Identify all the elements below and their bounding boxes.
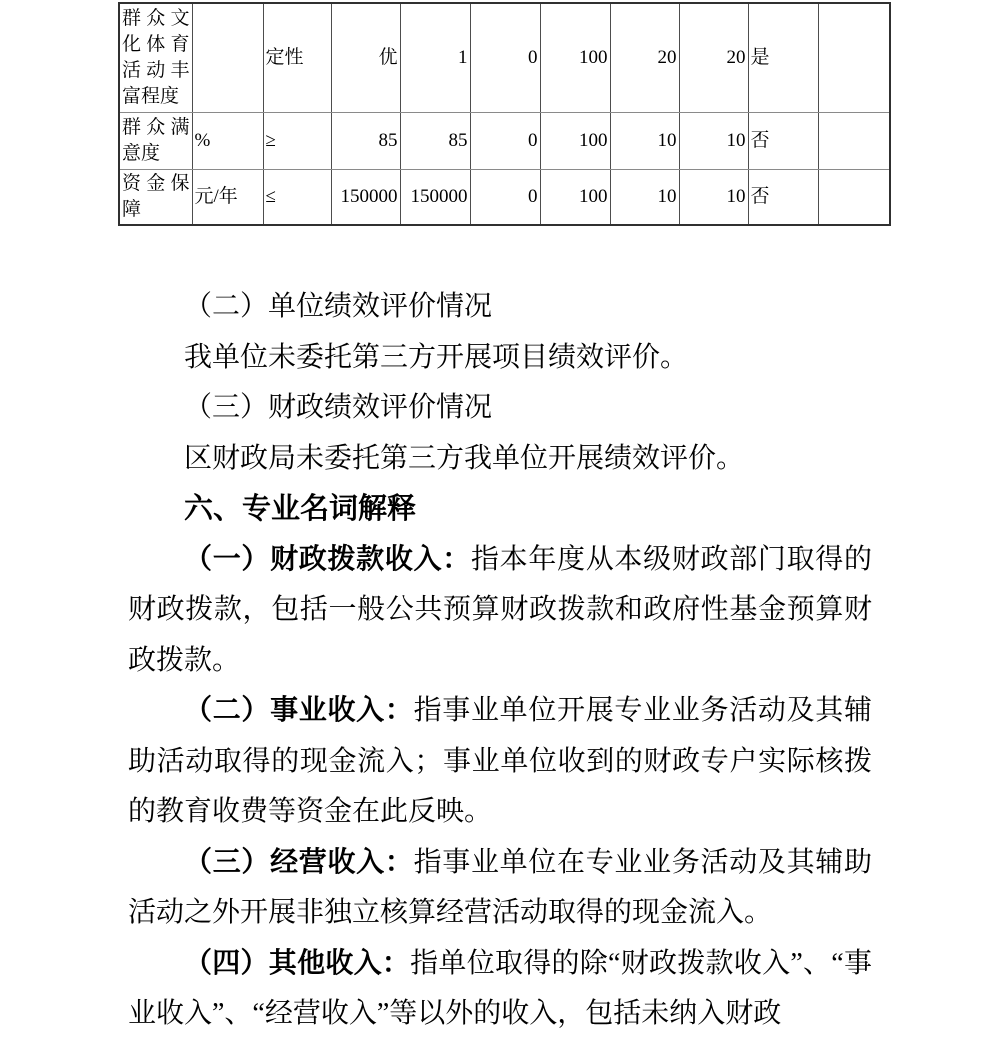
table-cell-target-value: 85: [331, 112, 400, 169]
table-cell-completion-rate: 100: [540, 112, 610, 169]
table-cell-weight: 20: [610, 3, 679, 112]
table-row: [119, 169, 890, 225]
table-cell-actual-value: 150000: [400, 169, 470, 225]
term-label: （一）财政拨款收入：: [184, 543, 471, 575]
table-cell-criterion: ≤: [263, 169, 331, 225]
table-cell-score: 20: [679, 3, 748, 112]
term-definition: 指本年度从本级财政部门取得的财政拨款，包括一般公共预算财政拨款和政府性基金预算财政拨款。: [128, 543, 872, 676]
table-cell-indicator-name: 群众满意度: [119, 112, 192, 169]
table-cell-target-value: 优: [331, 3, 400, 112]
table-cell-actual-value: 1: [400, 3, 470, 112]
table-row: [119, 112, 890, 169]
table-cell-criterion: 定性: [263, 3, 331, 112]
table-cell-completion-rate: 100: [540, 169, 610, 225]
paragraph-term-other-income: [128, 939, 872, 1039]
table-row: [119, 3, 890, 112]
term-definition: 指事业单位在专业业务活动及其辅助活动之外开展非独立核算经营活动取得的现金流入。: [128, 846, 872, 928]
performance-indicator-table: [118, 2, 891, 226]
table-cell-indicator-name: 群众文化体育活动丰富程度: [119, 3, 192, 112]
table-cell-score: 10: [679, 169, 748, 225]
table-cell-weight: 10: [610, 169, 679, 225]
table-cell-empty: [818, 112, 890, 169]
section-heading-terminology: 六、专业名词解释: [184, 493, 417, 525]
table-cell-flag: 是: [748, 3, 818, 112]
table-cell-actual-value: 85: [400, 112, 470, 169]
table-cell-score: 10: [679, 112, 748, 169]
document-body: [128, 282, 872, 1039]
table-cell-unit: 元/年: [192, 169, 263, 225]
table-cell-empty: [818, 169, 890, 225]
term-definition: 指单位取得的除“财政拨款收入”、“事业收入”、“经营收入”等以外的收入，包括未纳入财政: [128, 947, 872, 1029]
table-cell-deviation: 0: [470, 169, 540, 225]
table-cell-flag: 否: [748, 112, 818, 169]
term-label: （二）事业收入：: [184, 695, 414, 726]
paragraph-term-business-income: [128, 838, 872, 939]
table-cell-indicator-name: 资金保障: [119, 169, 192, 225]
term-definition: 指事业单位开展专业业务活动及其辅助活动取得的现金流入；事业单位收到的财政专户实际核拨的教育收费等资金在此反映。: [128, 695, 872, 827]
table-cell-target-value: 150000: [331, 169, 400, 225]
table-cell-deviation: 0: [470, 112, 540, 169]
paragraph-term-operating-income: [128, 686, 872, 838]
table-cell-flag: 否: [748, 169, 818, 225]
table-cell-criterion: ≥: [263, 112, 331, 169]
table-cell-weight: 10: [610, 112, 679, 169]
table-cell-completion-rate: 100: [540, 3, 610, 112]
subsection-heading-unit-evaluation: （二）单位绩效评价情况: [184, 291, 493, 322]
table-cell-empty: [818, 3, 890, 112]
table-cell-unit: [192, 3, 263, 112]
table-cell-deviation: 0: [470, 3, 540, 112]
term-label: （三）经营收入：: [184, 846, 414, 878]
table-cell-unit: %: [192, 112, 263, 169]
paragraph-term-fiscal-appropriation-income: [128, 535, 872, 687]
paragraph-unit-evaluation: 我单位未委托第三方开展项目绩效评价。: [184, 341, 689, 373]
paragraph-fiscal-evaluation: 区财政局未委托第三方我单位开展绩效评价。: [184, 442, 745, 474]
subsection-heading-fiscal-evaluation: （三）财政绩效评价情况: [184, 392, 493, 423]
term-label: （四）其他收入：: [184, 947, 411, 979]
